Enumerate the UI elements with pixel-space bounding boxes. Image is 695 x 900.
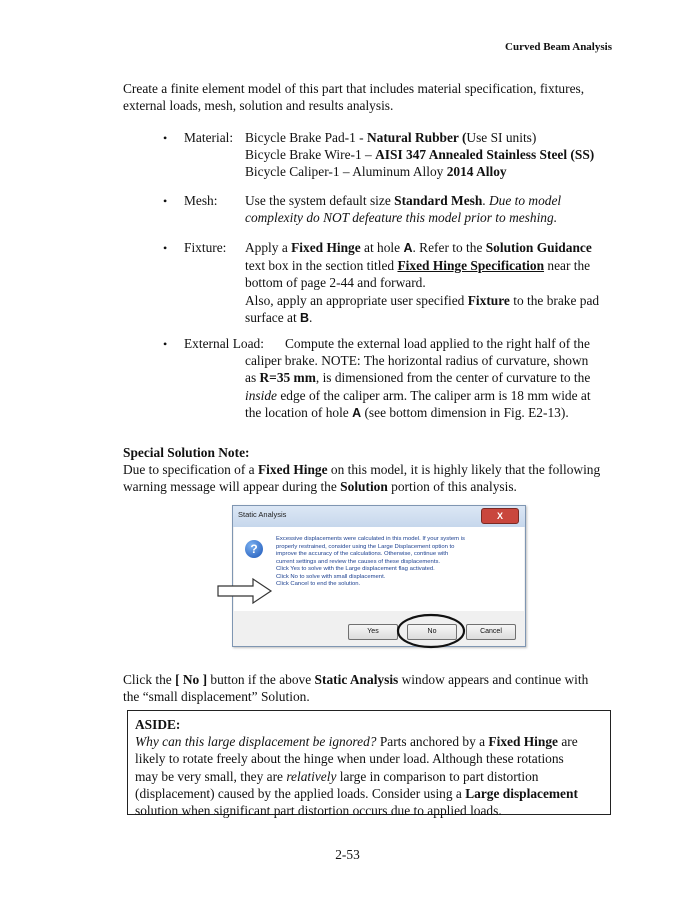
- fixture-label: Fixture:: [184, 240, 227, 255]
- bullet-dot: •: [163, 337, 168, 351]
- dialog-message-line: improve the accuracy of the calculations. Otherwise, continue with: [276, 551, 449, 557]
- mesh-text: Use the system default size Standard Mesh. Due to model complexity do NOT defeature this model prior to meshing.: [245, 193, 562, 226]
- dialog-message-line: current settings and review the causes of these displacements.: [276, 558, 441, 565]
- close-button[interactable]: X: [481, 508, 519, 524]
- dialog-message-line: Click No to solve with small displacement.: [276, 573, 386, 580]
- arrow-right-icon: [215, 576, 275, 606]
- dialog-titlebar: [233, 506, 525, 527]
- dialog-message-line: properly restrained, consider using the Large Displacement option to: [276, 543, 455, 550]
- dialog-message-line: Excessive displacements were calculated in this model. If your system is: [276, 536, 465, 542]
- dialog-message-line: Click Yes to solve with the Large displacement flag activated.: [276, 566, 435, 572]
- aside-box: [127, 710, 611, 819]
- static-analysis-dialog: [232, 505, 526, 647]
- bullet-dot: •: [163, 194, 168, 208]
- dialog-body: [234, 527, 524, 611]
- no-button[interactable]: No: [407, 624, 457, 640]
- dialog-message: [276, 536, 516, 589]
- question-icon: ?: [245, 540, 263, 558]
- aside-text: ASIDE: Why can this large displacement be ignored? Parts anchored by a Fixed Hinge are likely to rotate freely about the hinge when under load. Although these rotations may be very small, they are relatively large in comparison to part distortion (displacement) caused by the applied loads. Consider using a Large displacement solution when significant part distortion occurs due to applied loads.: [135, 717, 578, 819]
- dialog-message-line: Click Cancel to end the solution.: [276, 581, 361, 587]
- running-header: Curved Beam Analysis: [505, 41, 612, 53]
- special-note-heading: Special Solution Note:: [123, 445, 250, 460]
- dialog-title: Static Analysis: [238, 510, 287, 519]
- aside-heading: ASIDE:: [135, 717, 181, 732]
- material-text: Bicycle Brake Pad-1 - Natural Rubber (Use SI units) Bicycle Brake Wire-1 – AISI 347 Annealed Stainless Steel (SS) Bicycle Caliper-1 – Aluminum Alloy 2014 Alloy: [245, 130, 595, 180]
- mesh-label: Mesh:: [184, 193, 218, 208]
- external-load-label: External Load:: [184, 336, 264, 351]
- bullet-dot: •: [163, 131, 168, 145]
- material-label: Material:: [184, 130, 234, 145]
- fixture-text: Apply a Fixed Hinge at hole A. Refer to the Solution Guidance text box in the section titled Fixed Hinge Specification near the bottom of page 2-44 and forward. Also, apply an appropriate user specified Fixture to the brake pad surface at B.: [245, 240, 600, 325]
- intro-paragraph: Create a finite element model of this part that includes material specification, fixtures, external loads, mesh, solution and results analysis.: [123, 81, 585, 114]
- no-button-highlight-oval: [395, 612, 467, 650]
- page-number: 2-53: [335, 847, 360, 862]
- special-note: Special Solution Note: Due to specification of a Fixed Hinge on this model, it is highly likely that the following warning message will appear during the Solution portion of this analysis.: [123, 445, 601, 495]
- cancel-button[interactable]: Cancel: [466, 624, 516, 640]
- bullet-dot: •: [163, 241, 168, 255]
- external-load-text: Compute the external load applied to the right half of the caliper brake. NOTE: The horizontal radius of curvature, shown as R=35 mm, is dimensioned from the center of curvature to the inside edge of the caliper arm. The caliper arm is 18 mm wide at the location of hole A (see bottom dimension in Fig. E2-13).: [245, 336, 591, 420]
- after-paragraph: Click the [ No ] button if the above Static Analysis window appears and continue with the “small displacement” Solution.: [123, 672, 589, 705]
- yes-button[interactable]: Yes: [348, 624, 398, 640]
